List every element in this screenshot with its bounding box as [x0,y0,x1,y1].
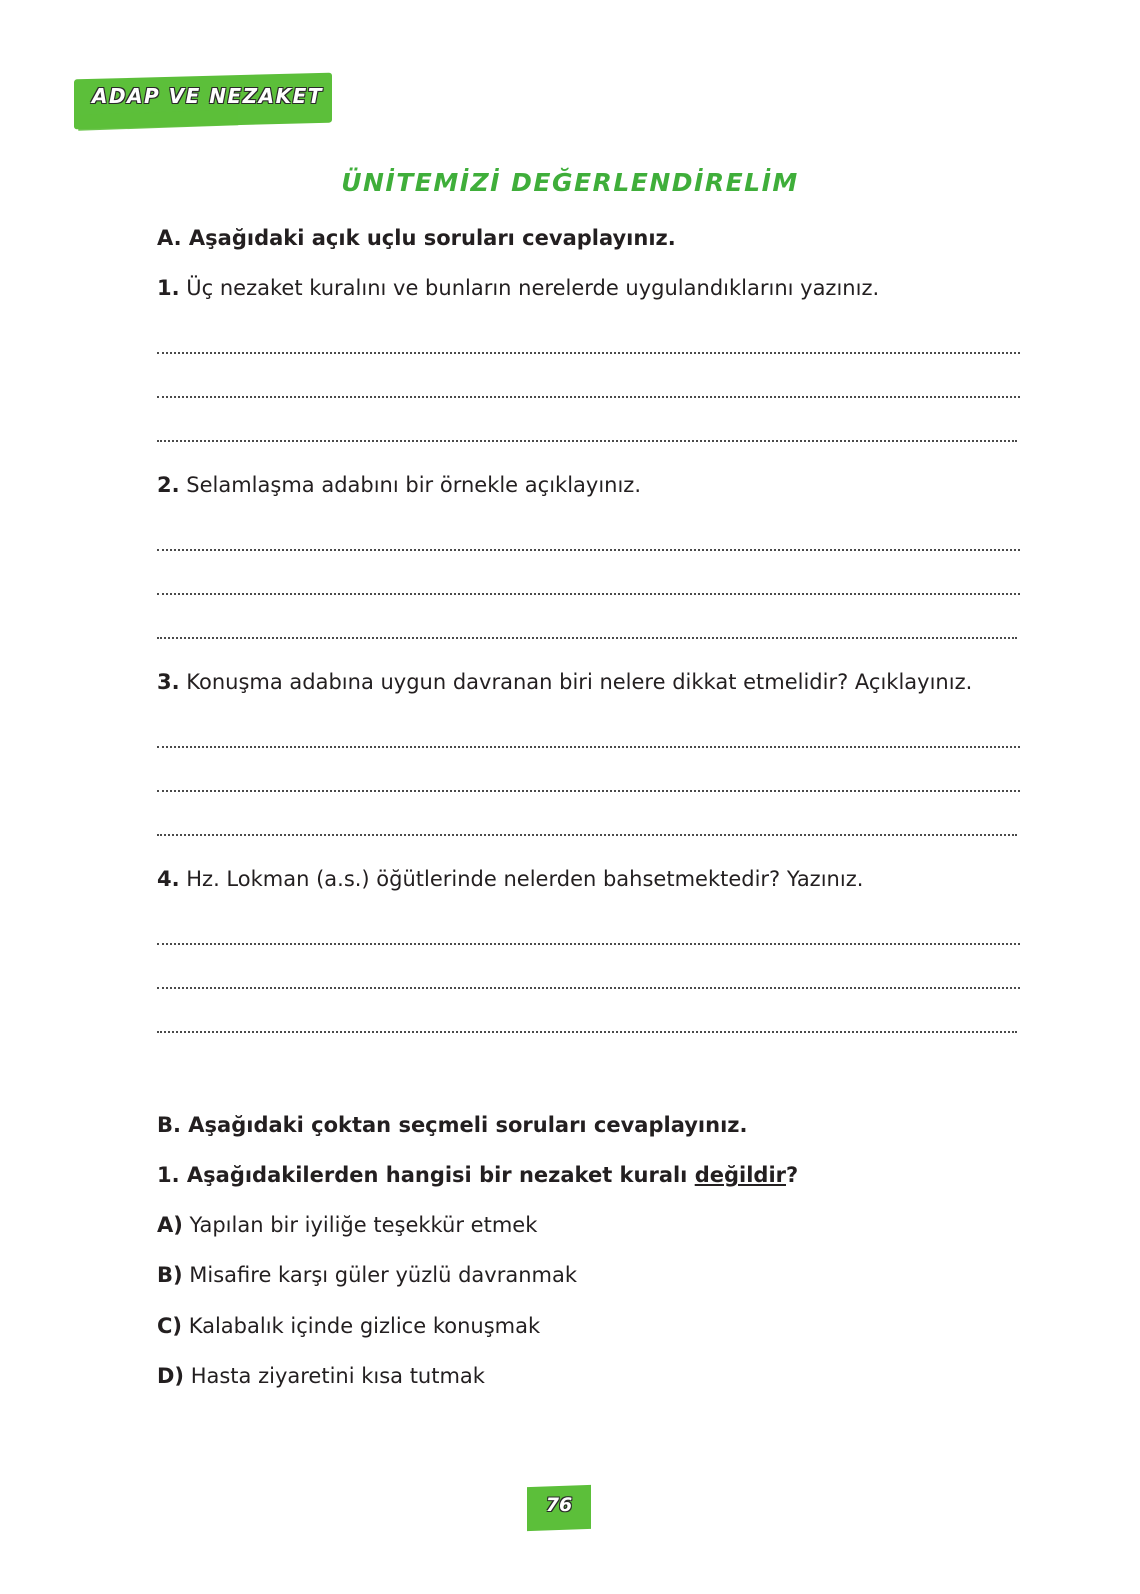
option-letter: C) [157,1314,183,1338]
option-a[interactable] [157,1213,537,1237]
question-text: Konuşma adabına uygun davranan biri nelere dikkat etmelidir? Açıklayınız. [179,670,973,694]
answer-line[interactable] [157,987,1020,989]
answer-line[interactable] [157,440,1017,442]
question-number: 4. [157,867,180,891]
answer-line[interactable] [157,396,1020,398]
option-d[interactable] [157,1364,485,1388]
page-number-badge [527,1482,593,1532]
section-a-heading: A. Aşağıdaki açık uçlu soruları cevaplayınız. [157,226,676,250]
question-number: 3. [157,670,180,694]
section-b-heading: B. Aşağıdaki çoktan seçmeli soruları cevaplayınız. [157,1113,748,1137]
question-text: Selamlaşma adabını bir örnekle açıklayınız. [179,473,641,497]
question-emphasis: değildir [694,1163,786,1187]
question-a3 [157,670,972,694]
question-text: Üç nezaket kuralını ve bunların nerelerde uygulandıklarını yazınız. [179,276,880,300]
answer-line[interactable] [157,352,1020,354]
option-text: Hasta ziyaretini kısa tutmak [184,1364,485,1388]
option-b[interactable] [157,1263,577,1287]
option-text: Yapılan bir iyiliğe teşekkür etmek [182,1213,538,1237]
question-prefix: 1. Aşağıdakilerden hangisi bir nezaket kuralı [157,1163,695,1187]
option-letter: A) [157,1213,183,1237]
answer-line[interactable] [157,943,1020,945]
question-suffix: ? [786,1163,799,1187]
option-text: Misafire karşı güler yüzlü davranmak [182,1263,577,1287]
answer-line[interactable] [157,790,1020,792]
option-text: Kalabalık içinde gizlice konuşmak [182,1314,541,1338]
answer-line[interactable] [157,549,1020,551]
page-number: 76 [545,1494,573,1516]
question-number: 1. [157,276,180,300]
question-number: 2. [157,473,180,497]
answer-line[interactable] [157,593,1020,595]
section-tag-label: ADAP VE NEZAKET [92,84,323,108]
option-letter: B) [157,1263,183,1287]
option-letter: D) [157,1364,185,1388]
answer-line[interactable] [157,834,1017,836]
answer-line[interactable] [157,637,1017,639]
question-text: Hz. Lokman (a.s.) öğütlerinde nelerden bahsetmektedir? Yazınız. [179,867,864,891]
question-a4 [157,867,863,891]
question-b1 [157,1163,798,1187]
question-a2 [157,473,641,497]
answer-line[interactable] [157,1031,1017,1033]
option-c[interactable] [157,1314,540,1338]
page-title: ÜNİTEMİZİ DEĞERLENDİRELİM [341,168,799,197]
answer-line[interactable] [157,746,1020,748]
section-tag [74,72,336,130]
question-a1 [157,276,879,300]
